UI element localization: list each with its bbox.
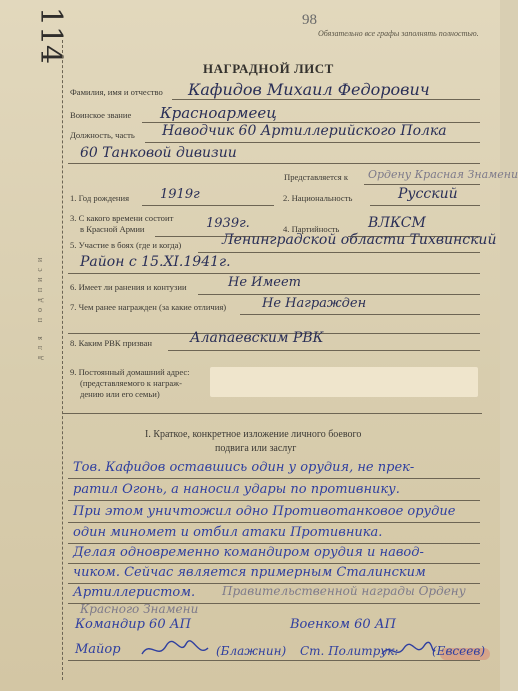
rvk-label: 8. Каким РВК призван [70, 338, 153, 348]
nominated-value: Ордену Красная Знамени [368, 168, 518, 181]
birth-label: 1. Год рождения [70, 193, 130, 203]
nationality-value: Русский [398, 186, 458, 202]
address-label-2: (представляемого к награж- [80, 378, 182, 388]
note-top: Обязательно все графы заполнять полностью. [318, 29, 479, 38]
awards-line-1 [240, 314, 480, 315]
sig-right-name: (Евсеев) [432, 644, 486, 658]
side-text: для подписи [35, 251, 44, 360]
nationality-label: 2. Национальность [283, 193, 353, 203]
army-since-value: 1939г. [206, 216, 250, 231]
narrative-text-5: Делая одновременно командиром орудия и навод- [73, 545, 424, 560]
fio-value: Кафидов Михаил Федорович [188, 80, 430, 99]
party-value: ВЛКСМ [368, 215, 426, 231]
nationality-line [370, 205, 480, 206]
birth-line [142, 205, 274, 206]
sig-left-title: Командир 60 АП [75, 617, 191, 632]
narrative-text-1: Тов. Кафидов оставшись один у орудия, не прек- [73, 460, 415, 475]
faded-line-2: Красного Знамени [80, 602, 199, 616]
battles-line-2 [68, 273, 480, 274]
narrative-text-4: один миномет и отбил атаки Противника. [73, 525, 383, 540]
margin-rule [62, 40, 63, 680]
narrative-text-3: При этом уничтожил одно Противотанковое орудие [73, 504, 456, 519]
wounds-label: 6. Имеет ли ранения и контузии [70, 282, 187, 292]
section-heading-2: подвига или заслуг [215, 443, 297, 454]
post-line-1 [145, 142, 480, 143]
awards-value: Не Награжден [262, 296, 367, 311]
narrative-line [68, 522, 480, 523]
rvk-value: Алапаевским РВК [190, 330, 324, 346]
army-since-label-1: 3. С какого времени состоит [70, 213, 174, 223]
address-label-1: 9. Постоянный домашний адрес: [70, 367, 190, 377]
wounds-value: Не Имеет [228, 275, 301, 290]
sig-left-rank: Майор [75, 642, 121, 657]
address-redaction [210, 367, 478, 397]
sig-right-rank: Ст. Политрук: [300, 644, 399, 658]
sig-right-scribble [380, 640, 436, 662]
post-line-2 [68, 163, 480, 164]
narrative-text-2: ратил Огонь, а наносил удары по противнику. [73, 482, 400, 497]
rank-label: Воинское звание [70, 110, 132, 120]
nominated-line [364, 184, 480, 185]
narrative-text-7: Артиллеристом. [73, 585, 196, 600]
narrative-line [68, 478, 480, 479]
address-label-3: дению или его семьи) [80, 389, 160, 399]
narrative-text-6: чиком. Сейчас является примерным Сталинским [73, 565, 426, 580]
narrative-line [68, 500, 480, 501]
narrative-line [68, 563, 480, 564]
post-value-2: 60 Танковой дивизии [80, 145, 237, 161]
wounds-line [198, 294, 480, 295]
pencil-number: 98 [302, 12, 317, 28]
battles-value-2: Район с 15.XI.1941г. [80, 254, 231, 270]
narrative-line [68, 543, 480, 544]
battles-value-1: Ленинградской области Тихвинский [222, 232, 497, 248]
birth-value: 1919г [160, 187, 200, 202]
corner-mark: 114 [33, 6, 69, 65]
nominated-label: Представляется к [284, 172, 349, 182]
sig-left-name: (Блажнин) [216, 644, 287, 658]
section-heading-1: I. Краткое, конкретное изложение личного боевого [145, 429, 362, 440]
army-since-label-2: в Красной Армии [80, 224, 145, 234]
page-title: НАГРАДНОЙ ЛИСТ [203, 61, 334, 76]
fio-line [172, 99, 480, 100]
section-divider [62, 413, 482, 414]
sig-right-title: Военком 60 АП [290, 617, 396, 632]
battles-line-1 [198, 252, 480, 253]
post-value-1: Наводчик 60 Артиллерийского Полка [162, 123, 447, 139]
rvk-line [168, 350, 480, 351]
rank-value: Красноармеец [160, 104, 277, 122]
battles-label: 5. Участие в боях (где и когда) [70, 240, 182, 250]
party-label: 4. Партийность [283, 224, 340, 234]
fio-label: Фамилия, имя и отчество [70, 87, 163, 97]
post-label: Должность, часть [70, 130, 135, 140]
awards-label: 7. Чем ранее награжден (за какие отличия) [70, 302, 227, 312]
sig-left-scribble [140, 636, 210, 662]
faded-line-1: Правительственной награды Ордену [222, 584, 466, 598]
